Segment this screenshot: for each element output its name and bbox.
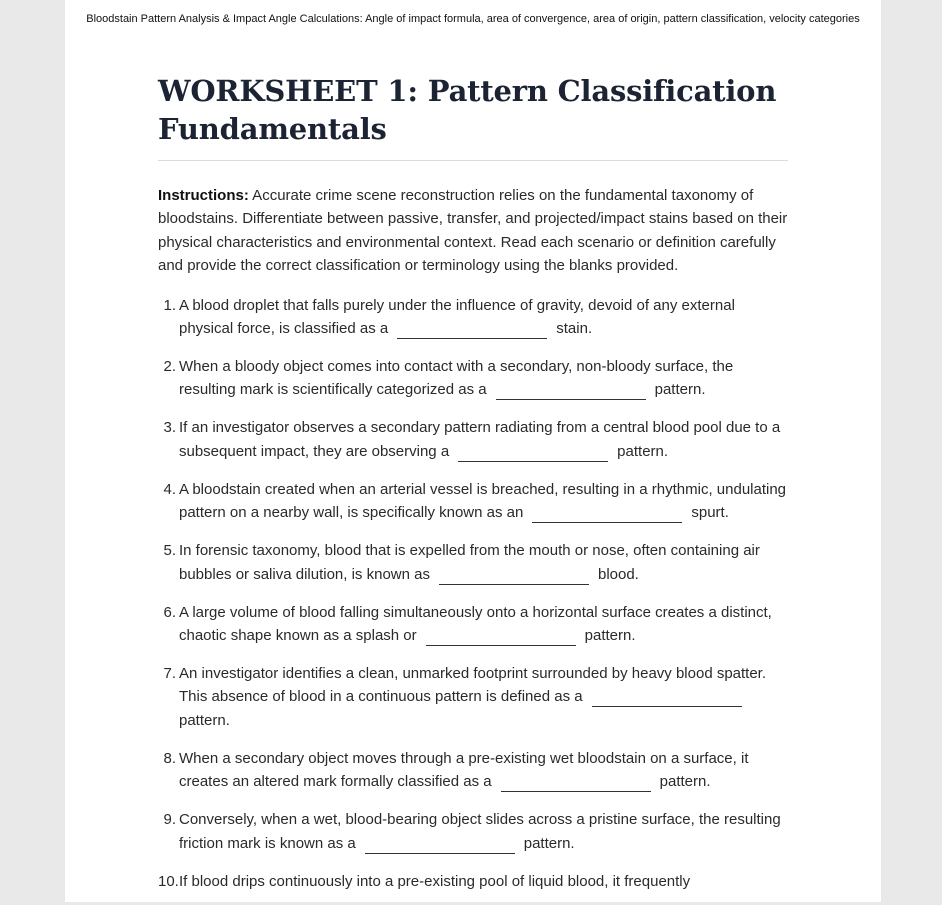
question-text: If blood drips continuously into a pre-existing pool of liquid blood, it frequently	[179, 872, 691, 890]
question-item	[163, 294, 791, 341]
question-item	[163, 355, 791, 402]
question-text-end: pattern.	[523, 834, 575, 852]
document-page	[65, 0, 881, 902]
question-text-end: pattern.	[659, 773, 711, 791]
question-number: 5.	[163, 542, 176, 560]
question-text-end: stain.	[556, 320, 593, 338]
question-text: When a secondary object moves through a pre-existing wet bloodstain on a surface, it creates an altered mark formally classified as a	[179, 749, 749, 791]
question-item	[163, 662, 791, 732]
question-text-end: pattern.	[654, 381, 706, 399]
answer-blank[interactable]	[592, 691, 742, 707]
worksheet-title	[158, 72, 788, 161]
question-text: A large volume of blood falling simultaneously onto a horizontal surface creates a distinct, chaotic shape known as a splash or	[179, 603, 772, 645]
question-number: 3.	[163, 419, 176, 437]
question-list	[158, 294, 788, 893]
question-text: In forensic taxonomy, blood that is expelled from the mouth or nose, often containing air bubbles or saliva dilution, is known as	[179, 542, 760, 583]
question-text: An investigator identifies a clean, unmarked footprint surrounded by heavy blood spatter. This absence of blood in a continuous pattern is defined as a	[179, 665, 767, 706]
question-number: 7.	[163, 665, 176, 683]
instructions-label: Instructions:	[158, 187, 249, 204]
question-text-end: pattern.	[179, 711, 230, 729]
question-number: 9.	[163, 811, 176, 829]
answer-blank[interactable]	[501, 776, 651, 792]
answer-blank[interactable]	[458, 446, 608, 462]
answer-blank[interactable]	[496, 384, 646, 400]
worksheet-content	[158, 72, 788, 902]
question-item	[163, 539, 791, 586]
question-item	[163, 478, 791, 525]
question-number: 1.	[163, 296, 176, 314]
instructions-paragraph	[158, 184, 790, 278]
question-item	[163, 808, 791, 855]
question-item	[163, 416, 791, 463]
question-item	[163, 747, 791, 794]
question-text: Conversely, when a wet, blood-bearing object slides across a pristine surface, the resulting friction mark is known as a	[179, 811, 781, 852]
question-text: If an investigator observes a secondary pattern radiating from a central blood pool due to a subsequent impact, they are observing a	[179, 419, 781, 460]
answer-blank[interactable]	[426, 630, 576, 646]
question-text: When a bloody object comes into contact with a secondary, non-bloody surface, the resulting mark is scientifically categorized as a	[179, 358, 734, 399]
question-number: 8.	[163, 749, 176, 767]
question-text-end: pattern.	[584, 627, 636, 645]
running-header: Bloodstain Pattern Analysis & Impact Angle Calculations: Angle of impact formula, area of convergence, area of origin, pattern classification, velocity categories	[86, 13, 860, 25]
question-number: 2.	[163, 358, 176, 376]
answer-blank[interactable]	[439, 569, 589, 585]
answer-blank[interactable]	[365, 838, 515, 854]
title-line-2: Fundamentals	[158, 112, 387, 146]
question-item	[163, 601, 791, 648]
question-number: 10.	[158, 872, 179, 890]
answer-blank[interactable]	[532, 507, 682, 523]
instructions-text: Accurate crime scene reconstruction relies on the fundamental taxonomy of bloodstains. Differentiate between passive, transfer, and projected/impact stains based on their physical characteristics and environmental context. Read each scenario or definition carefully and provide the correct classification or terminology using the blanks provided.	[158, 187, 788, 275]
title-line-1: WORKSHEET 1: Pattern Classification	[158, 74, 777, 108]
question-text-end: blood.	[597, 565, 639, 583]
question-item	[158, 870, 791, 893]
question-text-end: spurt.	[691, 504, 729, 522]
question-text-end: pattern.	[617, 442, 669, 460]
question-text: A bloodstain created when an arterial vessel is breached, resulting in a rhythmic, undulating pattern on a nearby wall, is specifically known as an	[179, 480, 787, 522]
question-number: 6.	[163, 603, 176, 621]
answer-blank[interactable]	[397, 323, 547, 339]
question-number: 4.	[163, 480, 176, 498]
question-text: A blood droplet that falls purely under the influence of gravity, devoid of any external physical force, is classified as a	[179, 296, 735, 338]
